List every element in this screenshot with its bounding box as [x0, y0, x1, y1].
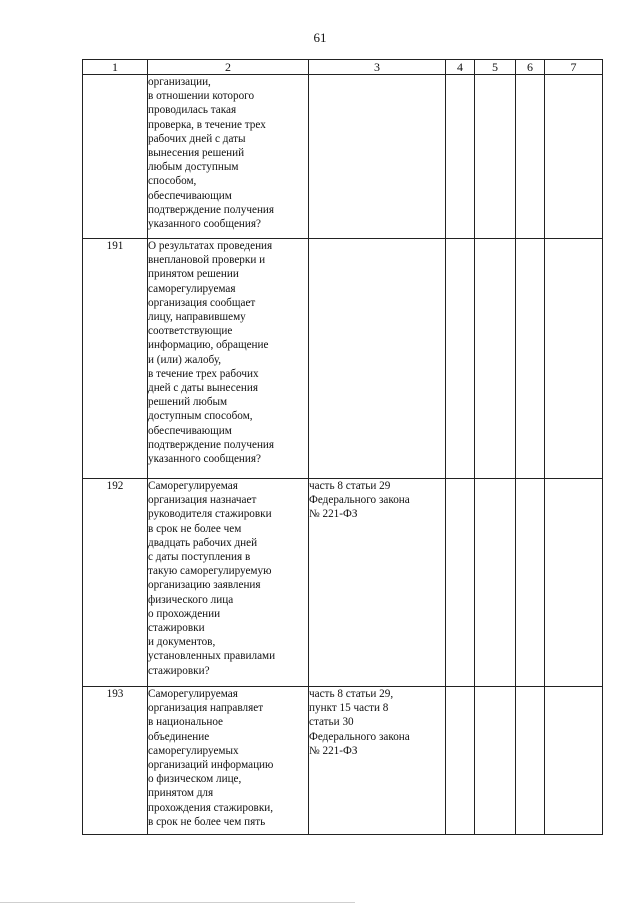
question-line: в национальное — [148, 716, 224, 729]
column-header: 7 — [545, 60, 603, 75]
question-line: организации, — [148, 76, 211, 88]
question-line: в срок не более чем — [148, 522, 242, 535]
question-line: вынесения решений — [148, 147, 245, 160]
answer-cell — [516, 239, 545, 479]
question-line: в срок не более чем пять — [148, 815, 266, 828]
question-cell — [148, 239, 309, 479]
question-line: организация направляет — [148, 702, 264, 715]
answer-cell — [516, 479, 545, 687]
question-cell — [148, 75, 309, 239]
answer-cell — [545, 239, 603, 479]
column-header: 6 — [516, 60, 545, 75]
legal-reference-cell — [309, 687, 446, 835]
question-line: указанного сообщения? — [148, 453, 261, 466]
legal-reference-cell — [309, 75, 446, 239]
answer-cell — [545, 687, 603, 835]
question-line: и документов, — [148, 636, 216, 649]
table-row — [83, 479, 603, 687]
answer-cell — [446, 75, 475, 239]
question-line: саморегулируемая — [148, 282, 236, 295]
reference-line: № 221-ФЗ — [309, 508, 358, 521]
page-number: 61 — [313, 30, 327, 45]
question-line: решений любым — [148, 396, 228, 409]
answer-cell — [545, 75, 603, 239]
question-line: физического лица — [148, 593, 234, 606]
table-row — [83, 239, 603, 479]
reference-line: пункт 15 части 8 — [309, 702, 389, 715]
question-line: проверка, в течение трех — [148, 118, 266, 131]
answer-cell — [446, 479, 475, 687]
table-row — [83, 687, 603, 835]
question-line: и (или) жалобу, — [148, 353, 222, 366]
column-header: 4 — [446, 60, 475, 75]
column-header: 1 — [83, 60, 148, 75]
row-number: 193 — [83, 687, 148, 835]
question-line: обеспечивающим — [148, 189, 232, 202]
question-line: такую саморегулируемую — [148, 565, 272, 578]
question-line: Саморегулируемая — [148, 688, 238, 700]
answer-cell — [545, 479, 603, 687]
question-line: установленных правилами — [148, 650, 276, 663]
footer-rule — [0, 902, 355, 903]
question-line: с даты поступления в — [148, 551, 251, 564]
reference-line: статьи 30 — [309, 716, 354, 729]
question-line: саморегулируемых — [148, 744, 239, 757]
answer-cell — [446, 239, 475, 479]
answer-cell — [475, 687, 516, 835]
question-line: о прохождении — [148, 607, 221, 620]
answer-cell — [446, 687, 475, 835]
question-line: организацию заявления — [148, 579, 261, 592]
reference-line: Федерального закона — [309, 494, 410, 507]
question-line: способом, — [148, 175, 197, 188]
question-line: руководителя стажировки — [148, 508, 272, 521]
column-header-row — [83, 60, 603, 75]
question-line: стажировки — [148, 622, 205, 635]
question-line: принятом решении — [148, 268, 239, 281]
question-line: указанного сообщения? — [148, 218, 261, 231]
question-line: прохождения стажировки, — [148, 801, 274, 814]
question-line: внеплановой проверки и — [148, 254, 266, 267]
question-cell — [148, 479, 309, 687]
question-line: рабочих дней с даты — [148, 132, 246, 145]
table-row — [83, 75, 603, 239]
table-body — [83, 75, 603, 835]
row-number: 192 — [83, 479, 148, 687]
question-line: двадцать рабочих дней — [148, 536, 258, 549]
question-line: в отношении которого — [148, 90, 255, 103]
reference-line: Федерального закона — [309, 730, 410, 743]
column-header: 5 — [475, 60, 516, 75]
reference-line: часть 8 статьи 29, — [309, 688, 394, 700]
reference-line: часть 8 статьи 29 — [309, 480, 391, 492]
row-number — [83, 75, 148, 239]
question-line: Саморегулируемая — [148, 480, 238, 492]
answer-cell — [516, 75, 545, 239]
question-line: О результатах проведения — [148, 240, 273, 252]
question-line: в течение трех рабочих — [148, 367, 259, 380]
question-line: проводилась такая — [148, 104, 237, 117]
column-header: 3 — [309, 60, 446, 75]
question-line: объединение — [148, 730, 210, 743]
row-number: 191 — [83, 239, 148, 479]
question-line: организаций информацию — [148, 759, 274, 772]
question-cell — [148, 687, 309, 835]
question-line: соответствующие — [148, 325, 233, 338]
question-line: организация сообщает — [148, 296, 256, 309]
question-line: стажировки? — [148, 664, 210, 677]
answer-cell — [475, 75, 516, 239]
question-line: принятом для — [148, 787, 214, 800]
answer-cell — [516, 687, 545, 835]
question-line: подтверждение получения — [148, 203, 275, 216]
question-line: любым доступным — [148, 161, 239, 174]
question-line: организация назначает — [148, 494, 257, 507]
question-line: лицу, направившему — [148, 311, 246, 324]
question-line: доступным способом, — [148, 410, 253, 423]
reference-line: № 221-ФЗ — [309, 744, 358, 757]
column-header: 2 — [148, 60, 309, 75]
question-line: подтверждение получения — [148, 438, 275, 451]
question-line: дней с даты вынесения — [148, 382, 258, 395]
question-line: информацию, обращение — [148, 339, 269, 352]
question-line: обеспечивающим — [148, 424, 232, 437]
answer-cell — [475, 239, 516, 479]
legal-reference-cell — [309, 479, 446, 687]
answer-cell — [475, 479, 516, 687]
checklist-table — [82, 59, 603, 835]
legal-reference-cell — [309, 239, 446, 479]
question-line: о физическом лице, — [148, 773, 242, 786]
